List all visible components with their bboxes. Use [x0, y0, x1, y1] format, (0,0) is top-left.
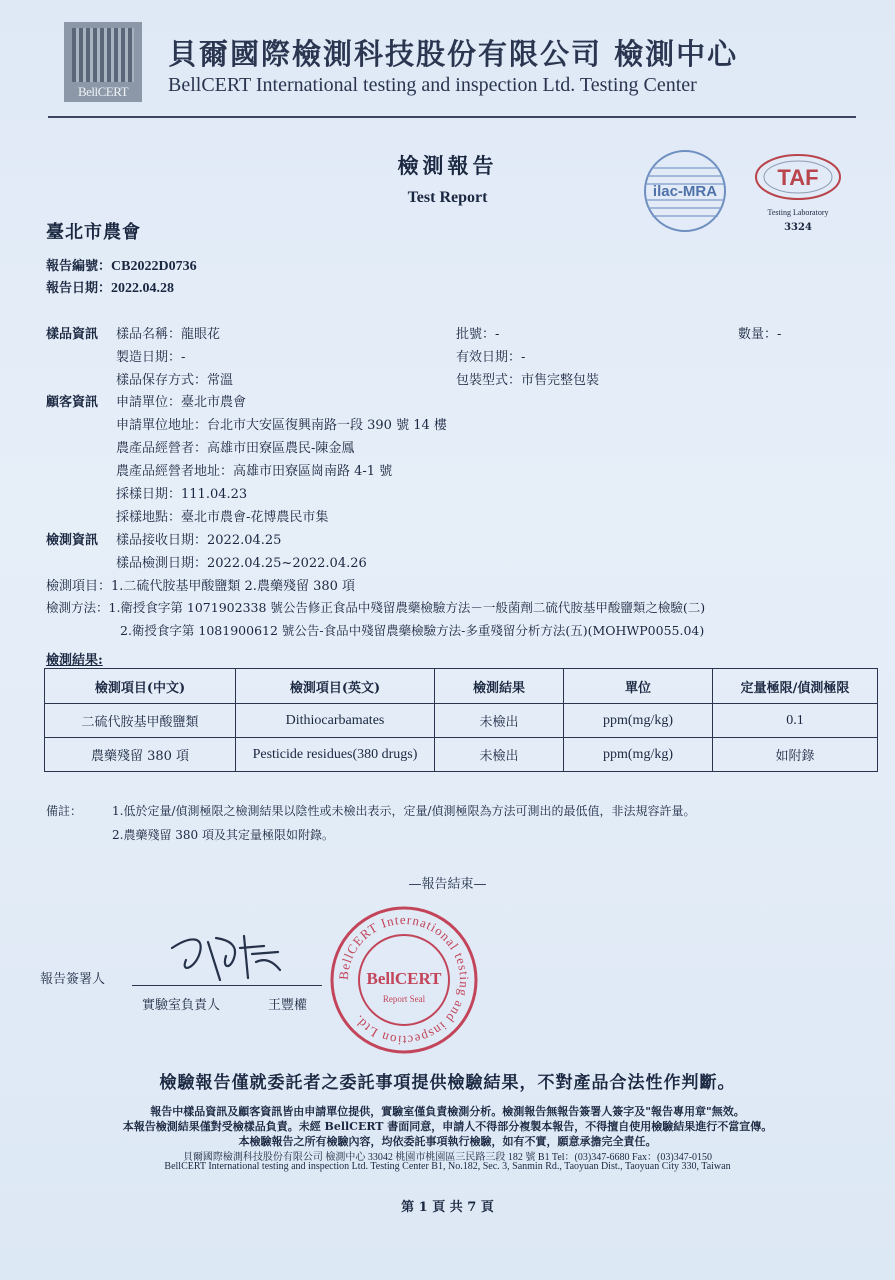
table-row — [45, 704, 878, 738]
seal-sub-text: Report Seal — [382, 994, 426, 1004]
sample-batch: 批號：- — [456, 327, 500, 342]
sample-storage: 樣品保存方式：常溫 — [116, 373, 234, 388]
testing-method-1: 檢測方法：1.衛授食字第 1071902338 號公告修正食品中殘留農藥檢驗方法－一般菌劑二硫代胺基甲酸鹽類之檢驗(二) — [46, 600, 706, 615]
report-title-en: Test Report — [407, 189, 488, 206]
ilac-mra-logo — [640, 146, 730, 236]
col-header-limit: 定量極限/偵測極限 — [713, 669, 878, 704]
sample-packaging: 包裝型式：市售完整包裝 — [456, 373, 600, 388]
report-number: CB2022D0736 — [111, 259, 197, 274]
cell-unit: ppm(mg/kg) — [564, 738, 713, 772]
report-date: 2022.04.28 — [111, 281, 175, 296]
report-date-row — [46, 277, 174, 297]
report-title-cn: 檢測報告 — [397, 153, 498, 178]
report-number-label: 報告編號： — [46, 259, 112, 274]
taf-logo — [752, 150, 844, 204]
bellcert-logo — [64, 22, 142, 102]
footer-address-en: BellCERT International testing and inspection Ltd. Testing Center B1, No.182, Sec. 3, Sanmin Rd., Taoyuan Dist., Taoyuan City 330, Taiwan — [164, 1161, 731, 1172]
signatory-role: 實驗室負責人 — [142, 998, 221, 1013]
testing-method-2: 2.衛授食字第 1081900612 號公告-食品中殘留農藥檢驗方法-多重殘留分析方法(五)(MOHWP0055.04) — [120, 623, 705, 638]
testing-tested: 樣品檢測日期：2022.04.25~2022.04.26 — [116, 556, 367, 571]
cell-item-cn: 二硫代胺基甲酸鹽類 — [45, 704, 236, 738]
signature-line — [132, 985, 322, 986]
cell-item-en: Dithiocarbamates — [236, 704, 435, 738]
customer-sampling-date: 採樣日期：111.04.23 — [116, 487, 248, 502]
testing-items: 檢測項目：1.二硫代胺基甲酸鹽類 2.農藥殘留 380 項 — [46, 579, 356, 594]
footer-address-cn: 貝爾國際檢測科技股份有限公司 檢測中心 33042 桃園市桃園區三民路三段 182 號 B1 Tel：(03)347-6680 Fax：(03)347-0150 — [182, 1152, 713, 1163]
taf-subtitle: Testing Laboratory — [767, 208, 829, 217]
sample-quantity: 數量：- — [738, 327, 782, 342]
testing-section-label: 檢測資訊 — [46, 533, 99, 548]
testing-received: 樣品接收日期：2022.04.25 — [116, 533, 282, 548]
cell-result: 未檢出 — [435, 738, 564, 772]
report-date-label: 報告日期： — [46, 281, 112, 296]
signatory-name: 王豐權 — [268, 998, 308, 1013]
logo-bars-graphic — [72, 28, 134, 82]
col-header-item-en: 檢測項目(英文) — [236, 669, 435, 704]
notes-label: 備註： — [46, 804, 83, 818]
seal-center-text: BellCERT — [366, 969, 442, 988]
company-name-en: BellCERT International testing and inspection Ltd. Testing Center — [168, 74, 697, 96]
handwritten-signature — [160, 918, 290, 988]
customer-section-label: 顧客資訊 — [46, 395, 99, 410]
sample-expiry: 有效日期：- — [456, 350, 526, 365]
cell-unit: ppm(mg/kg) — [564, 704, 713, 738]
client-name: 臺北市農會 — [46, 222, 141, 243]
customer-producer-address: 農產品經營者地址：高雄市田寮區崗南路 4-1 號 — [116, 464, 393, 479]
ilac-text: ilac-MRA — [652, 183, 718, 200]
cell-limit: 0.1 — [713, 704, 878, 738]
page-number: 第 1 頁 共 7 頁 — [401, 1200, 494, 1215]
results-table — [44, 668, 878, 772]
footer-note-1: 報告中樣品資訊及顧客資訊皆由申請單位提供，實驗室僅負責檢測分析。檢測報告無報告簽署人簽字及"報告專用章"無效。 — [150, 1105, 745, 1118]
taf-text: TAF — [777, 165, 819, 190]
footer-note-2: 本報告檢測結果僅對受檢樣品負責。未經 BellCERT 書面同意，申請人不得部分複製本報告，不得擅自使用檢驗結果進行不當宣傳。 — [122, 1120, 773, 1133]
cell-item-cn: 農藥殘留 380 項 — [45, 738, 236, 772]
col-header-result: 檢測結果 — [435, 669, 564, 704]
report-number-row — [46, 255, 197, 275]
cell-result: 未檢出 — [435, 704, 564, 738]
company-name-cn: 貝爾國際檢測科技股份有限公司 檢測中心 — [168, 37, 739, 71]
customer-address: 申請單位地址：台北市大安區復興南路一段 390 號 14 樓 — [116, 418, 447, 433]
customer-sampling-place: 採樣地點：臺北市農會-花博農民市集 — [116, 510, 329, 525]
report-seal-stamp — [328, 904, 480, 1056]
footer-note-3: 本檢驗報告之所有檢驗內容，均依委託事項執行檢驗，如有不實，願意承擔完全責任。 — [238, 1135, 657, 1148]
sample-name: 樣品名稱：龍眼花 — [116, 327, 221, 342]
note-1: 1.低於定量/偵測極限之檢測結果以陰性或未檢出表示，定量/偵測極限為方法可測出的最低值，非法規容許量。 — [112, 804, 696, 818]
col-header-item-cn: 檢測項目(中文) — [45, 669, 236, 704]
note-2: 2.農藥殘留 380 項及其定量極限如附錄。 — [112, 828, 334, 842]
signatory-label: 報告簽署人 — [40, 972, 106, 987]
col-header-unit: 單位 — [564, 669, 713, 704]
customer-applicant: 申請單位：臺北市農會 — [116, 395, 247, 410]
taf-number: 3324 — [784, 222, 812, 233]
seal-ring-text: BellCERT International testing and inspection Ltd. — [335, 911, 473, 1049]
sample-mfg-date: 製造日期：- — [116, 350, 186, 365]
customer-producer: 農產品經營者：高雄市田寮區農民-陳金鳳 — [116, 441, 355, 456]
header-divider — [48, 116, 856, 118]
disclaimer: 檢驗報告僅就委託者之委託事項提供檢驗結果，不對產品合法性作判斷。 — [159, 1073, 736, 1093]
cell-item-en: Pesticide residues(380 drugs) — [236, 738, 435, 772]
logo-text: BellCERT — [77, 84, 129, 99]
sample-section-label: 樣品資訊 — [46, 327, 99, 342]
results-label: 檢測結果: — [46, 653, 103, 668]
cell-limit: 如附錄 — [713, 738, 878, 772]
table-row — [45, 738, 878, 772]
report-end-text: —報告結束— — [408, 877, 487, 892]
results-header-row — [45, 669, 878, 704]
